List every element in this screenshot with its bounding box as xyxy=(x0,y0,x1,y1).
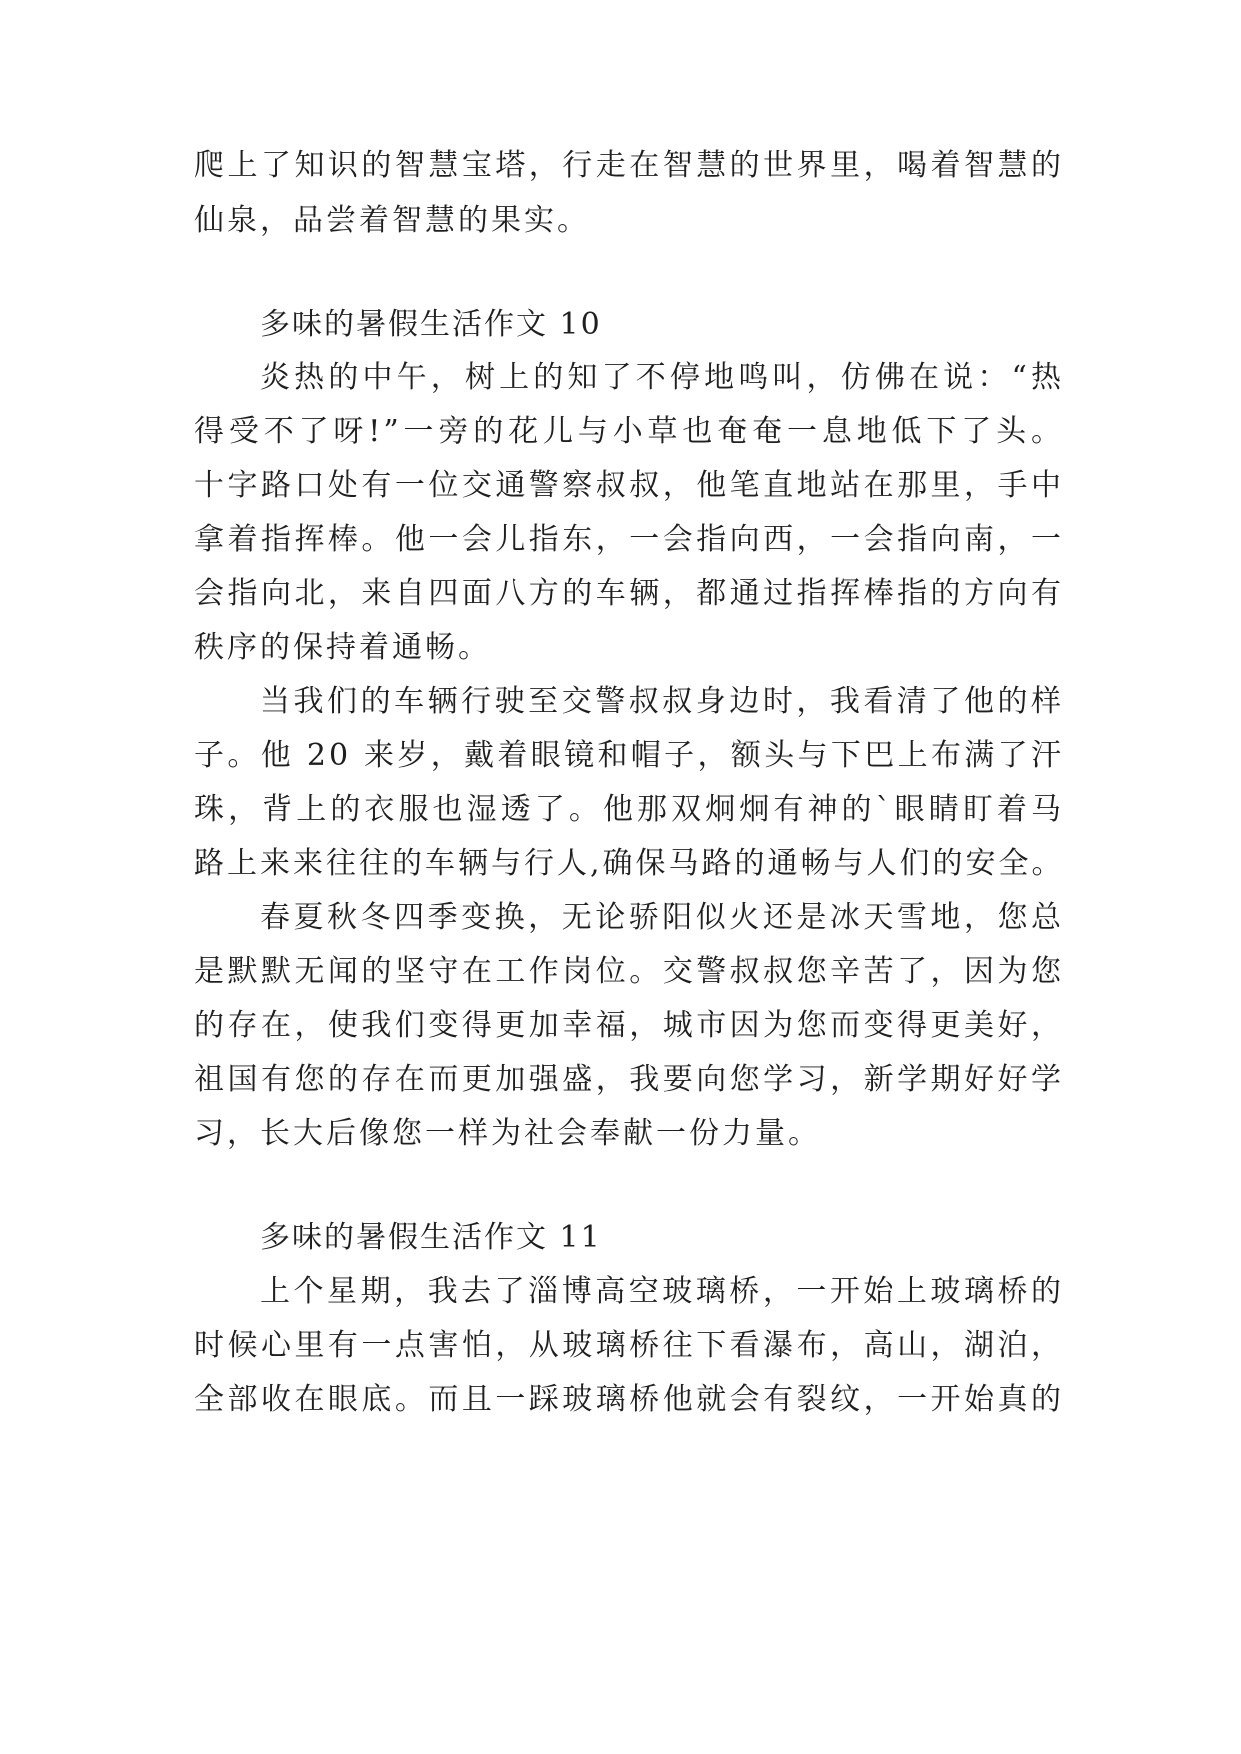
text-line: 爬上了知识的智慧宝塔，行走在智慧的世界里，喝着智慧的 xyxy=(194,148,1064,183)
text-line: 祖国有您的存在而更加强盛，我要向您学习，新学期好好学 xyxy=(194,1062,1064,1097)
text-line: 会指向北，来自四面八方的车辆，都通过指挥棒指的方向有 xyxy=(194,576,1064,611)
text-line: 炎热的中午，树上的知了不停地鸣叫，仿佛在说：“热 xyxy=(260,360,1064,395)
text-line: 全部收在眼底。而且一踩玻璃桥他就会有裂纹，一开始真的 xyxy=(194,1382,1064,1417)
text-line: 仙泉，品尝着智慧的果实。 xyxy=(194,203,590,238)
essay-11-heading: 多味的暑假生活作文 11 xyxy=(260,1220,602,1255)
text-line: 得受不了呀!”一旁的花儿与小草也奄奄一息地低下了头。 xyxy=(194,414,1064,449)
text-line: 路上来来往往的车辆与行人,确保马路的通畅与人们的安全。 xyxy=(194,846,1065,881)
text-line: 十字路口处有一位交通警察叔叔，他笔直地站在那里，手中 xyxy=(194,468,1064,503)
text-line: 习，长大后像您一样为社会奉献一份力量。 xyxy=(194,1116,821,1151)
essay-10-heading: 多味的暑假生活作文 10 xyxy=(260,307,602,342)
text-line: 春夏秋冬四季变换，无论骄阳似火还是冰天雪地，您总 xyxy=(260,900,1064,935)
text-line: 秩序的保持着通畅。 xyxy=(194,630,491,665)
text-line: 上个星期，我去了淄博高空玻璃桥，一开始上玻璃桥的 xyxy=(260,1274,1064,1309)
text-line: 珠，背上的衣服也湿透了。他那双炯炯有神的`眼睛盯着马 xyxy=(194,792,1064,827)
text-line: 子。他 20 来岁，戴着眼镜和帽子，额头与下巴上布满了汗 xyxy=(194,738,1064,773)
text-line: 的存在，使我们变得更加幸福，城市因为您而变得更美好， xyxy=(194,1008,1064,1043)
text-line: 当我们的车辆行驶至交警叔叔身边时，我看清了他的样 xyxy=(260,684,1064,719)
text-line: 是默默无闻的坚守在工作岗位。交警叔叔您辛苦了，因为您 xyxy=(194,954,1064,989)
text-line: 时候心里有一点害怕，从玻璃桥往下看瀑布，高山，湖泊， xyxy=(194,1328,1064,1363)
text-line: 拿着指挥棒。他一会儿指东，一会指向西，一会指向南，一 xyxy=(194,522,1064,557)
